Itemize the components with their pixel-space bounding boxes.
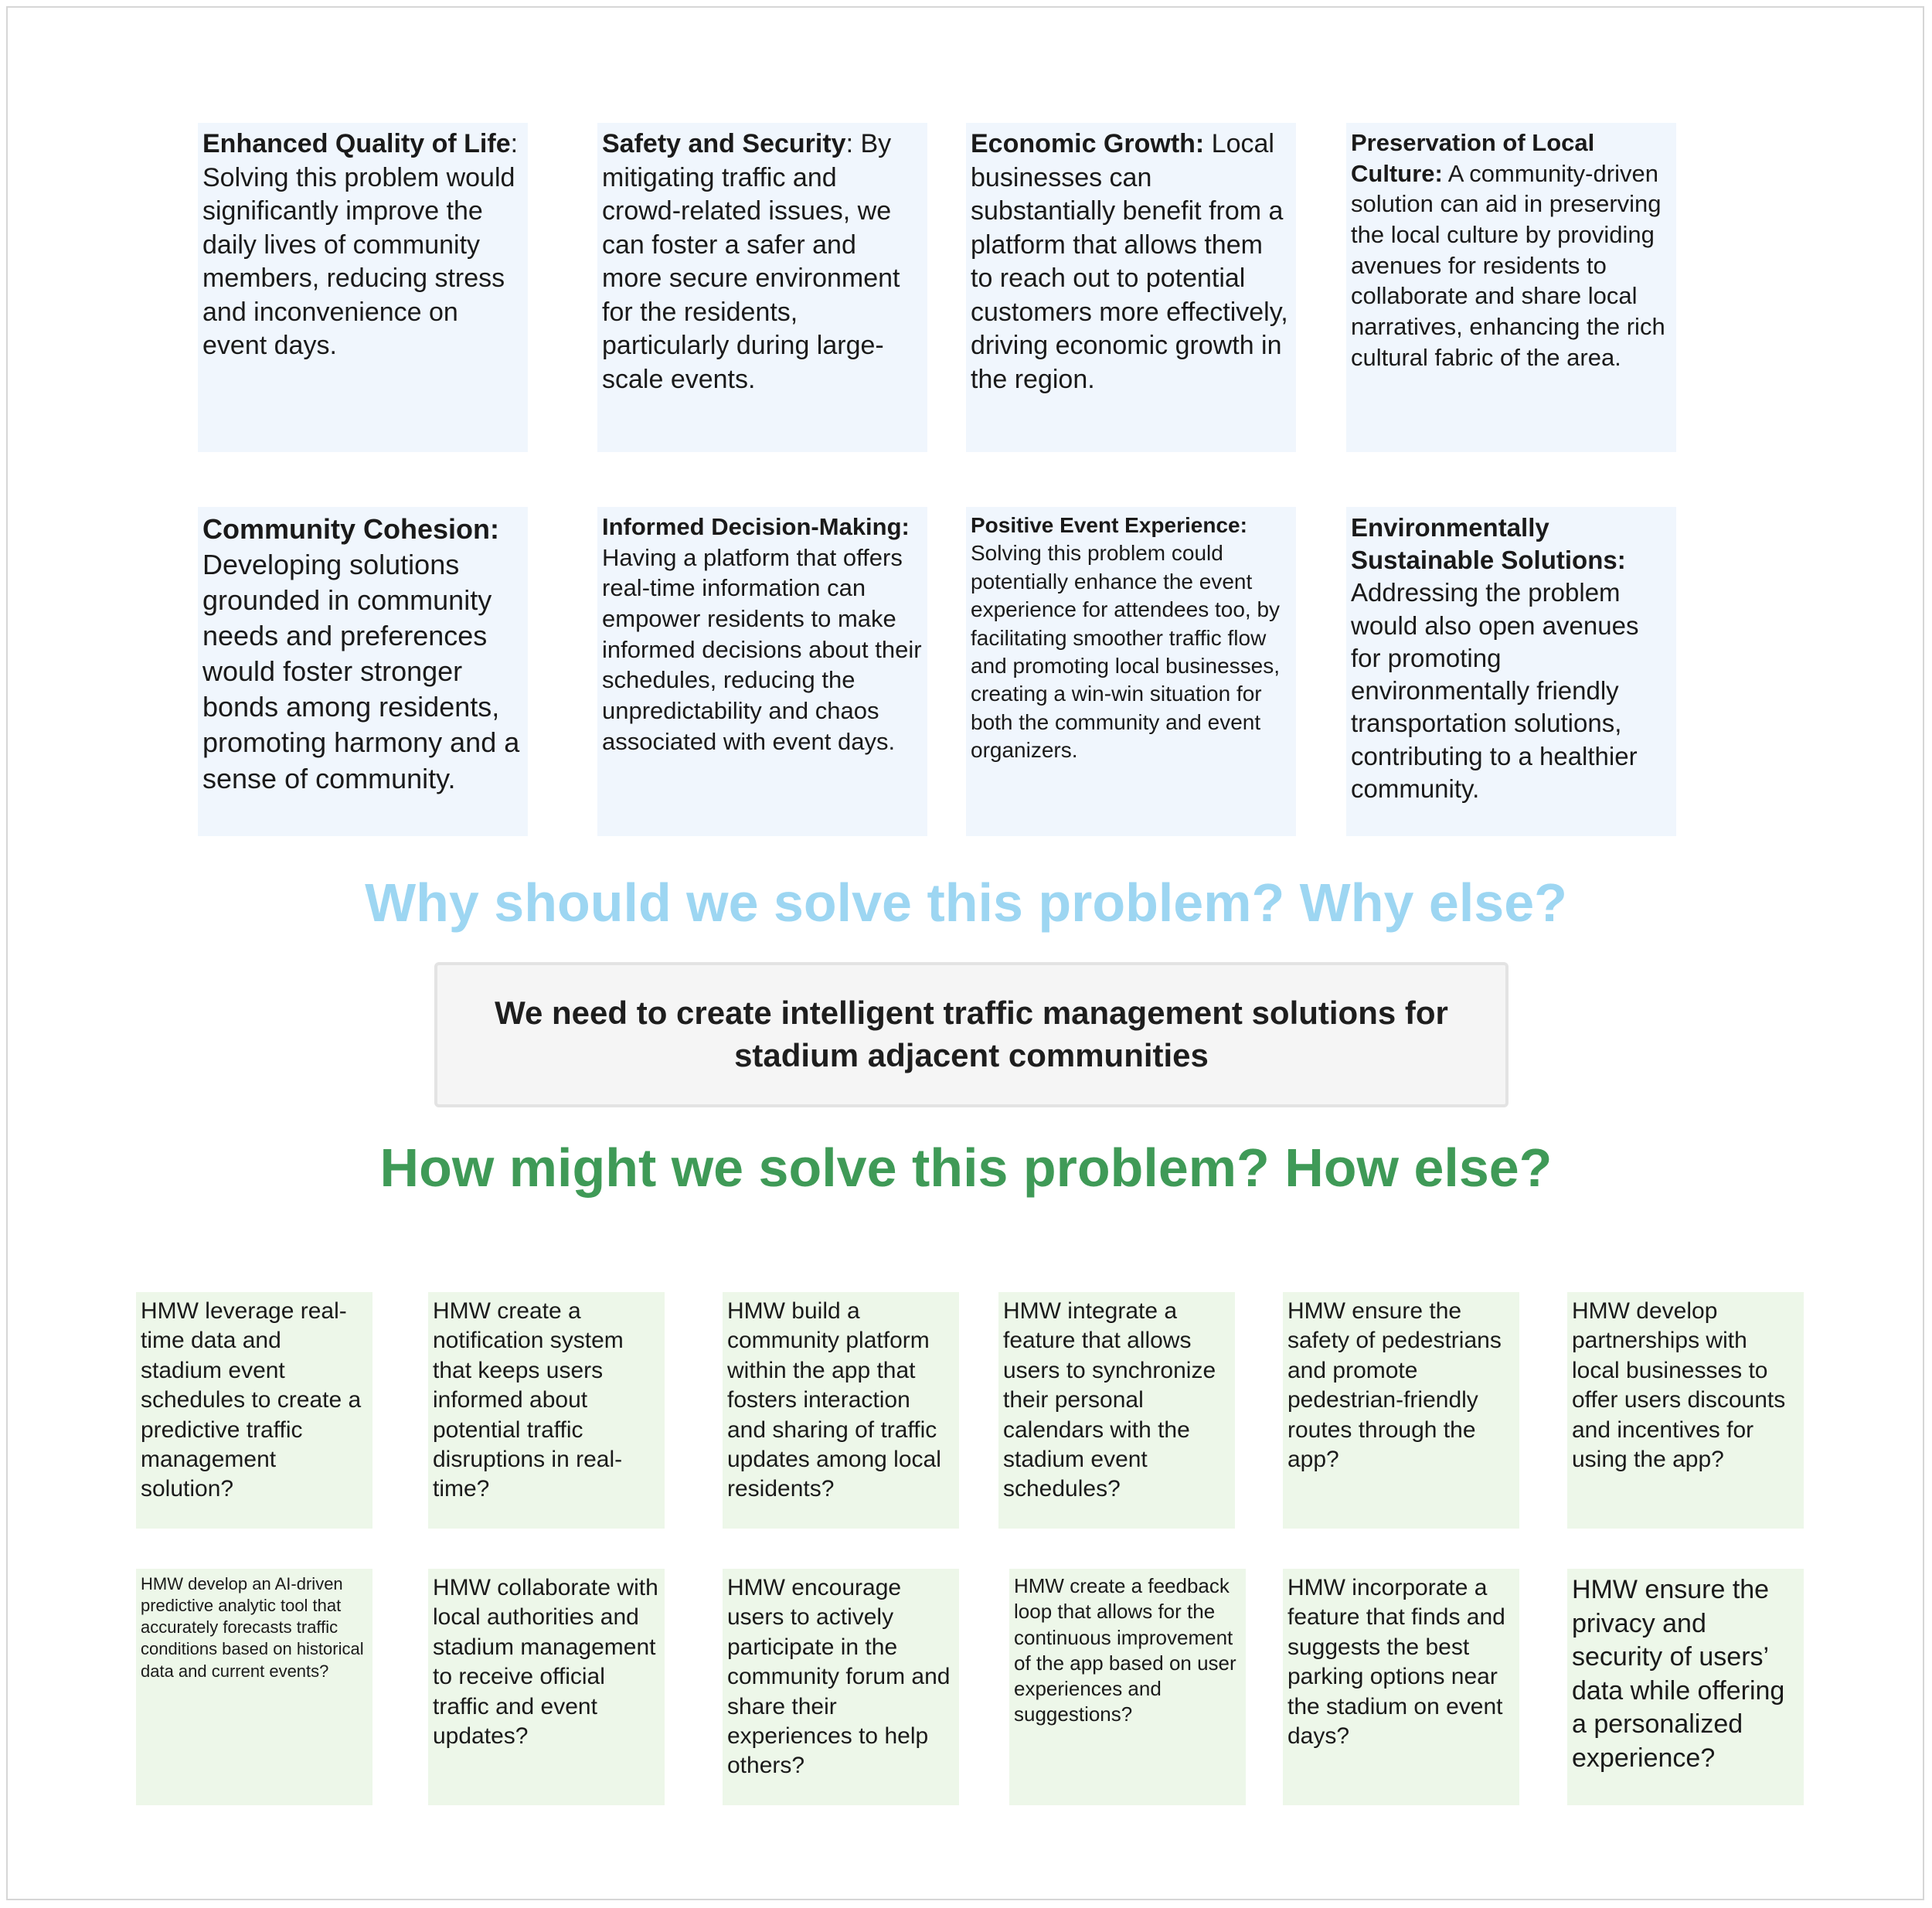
note-title: Positive Event Experience: [971, 513, 1247, 537]
note-body: HMW ensure the safety of pedestrians and promote pedestrian-friendly routes through the app? [1287, 1298, 1502, 1472]
note-title: Informed Decision-Making: [602, 513, 910, 540]
why-note[interactable] [597, 507, 927, 836]
note-body: Solving this problem would significantly improve the daily lives of community members, reducing stress and inconvenience on event days. [202, 162, 515, 361]
note-body: HMW create a notification system that keeps users informed about potential traffic disruptions in real-time? [433, 1298, 624, 1502]
note-body: HMW build a community platform within the app that fosters interaction and sharing of traffic updates among local residents? [727, 1298, 941, 1502]
note-body: HMW create a feedback loop that allows for the continuous improvement of the app based on user experiences and suggestions? [1014, 1574, 1236, 1726]
why-note[interactable] [966, 507, 1296, 836]
hmw-note[interactable] [723, 1569, 959, 1805]
note-body: HMW develop partnerships with local businesses to offer users discounts and incentives for using the app? [1572, 1298, 1786, 1472]
note-title: Enhanced Quality of Life [202, 129, 511, 158]
note-separator: : [845, 129, 854, 158]
note-title: Environmentally Sustainable Solutions: [1351, 513, 1626, 575]
note-title: Community Cohesion: [202, 513, 499, 545]
note-body: Solving this problem could potentially enhance the event experience for attendees too, by facilitating smoother traffic flow and promoting local businesses, creating a win-win situation for both the community and event organizers. [971, 541, 1281, 763]
note-body: HMW develop an AI-driven predictive analytic tool that accurately forecasts traffic conditions based on historical data and current events? [141, 1574, 364, 1681]
note-title: Safety and Security [602, 129, 846, 158]
note-title: Preservation of Local Culture: [1351, 129, 1595, 187]
note-body: HMW integrate a feature that allows users to synchronize their personal calendars with the stadium event schedules? [1003, 1298, 1216, 1502]
hmw-note[interactable] [1567, 1292, 1804, 1529]
why-heading: Why should we solve this problem? Why else? [365, 872, 1567, 933]
note-body: HMW encourage users to actively participate in the community forum and share their experiences to help others? [727, 1575, 951, 1779]
note-body: HMW ensure the privacy and security of users’ data while offering a personalized experience? [1572, 1575, 1785, 1773]
note-body: Having a platform that offers real-time information can empower residents to make informed decisions about their schedules, reducing the unpredictability and chaos associated with event days. [602, 543, 922, 755]
hmw-note[interactable] [1283, 1292, 1519, 1529]
hmw-note[interactable] [723, 1292, 959, 1529]
why-note[interactable] [198, 123, 528, 452]
why-note[interactable] [597, 123, 927, 452]
note-body: By mitigating traffic and crowd-related issues, we can foster a safer and more secure environment for the residents, particularly during large-scale events. [602, 129, 900, 394]
how-heading: How might we solve this problem? How else? [379, 1138, 1553, 1198]
why-note[interactable] [1346, 507, 1676, 836]
note-separator: : [510, 129, 519, 158]
note-body: Developing solutions grounded in community needs and preferences would foster stronger bonds among residents, promoting harmony and a sense of community. [202, 549, 520, 794]
note-body: HMW leverage real-time data and stadium event schedules to create a predictive traffic management solution? [141, 1298, 362, 1502]
hmw-note[interactable] [1283, 1569, 1519, 1805]
problem-statement[interactable]: We need to create intelligent traffic management solutions for stadium adjacent communities [434, 962, 1509, 1107]
note-title: Economic Growth: [971, 129, 1205, 158]
note-body: Addressing the problem would also open avenues for promoting environmentally friendly transportation solutions, contributing to a healthier community. [1351, 578, 1639, 803]
hmw-note[interactable] [1567, 1569, 1804, 1805]
hmw-note[interactable] [428, 1292, 665, 1529]
hmw-note[interactable] [136, 1569, 372, 1805]
why-note[interactable] [966, 123, 1296, 452]
why-note[interactable] [198, 507, 528, 836]
why-note[interactable] [1346, 123, 1676, 452]
hmw-note[interactable] [998, 1292, 1235, 1529]
hmw-note[interactable] [1009, 1569, 1246, 1805]
hmw-note[interactable] [428, 1569, 665, 1805]
note-body: HMW collaborate with local authorities and stadium management to receive official traffic and event updates? [433, 1575, 658, 1749]
hmw-note[interactable] [136, 1292, 372, 1529]
note-body: Local businesses can substantially benefit from a platform that allows them to reach out to potential customers more effectively, driving economic growth in the region. [971, 129, 1288, 394]
note-body: A community-driven solution can aid in preserving the local culture by providing avenues for residents to collaborate and share local narratives, enhancing the rich cultural fabric of the area. [1351, 159, 1665, 371]
note-body: HMW incorporate a feature that finds and suggests the best parking options near the stadium on event days? [1287, 1575, 1505, 1749]
